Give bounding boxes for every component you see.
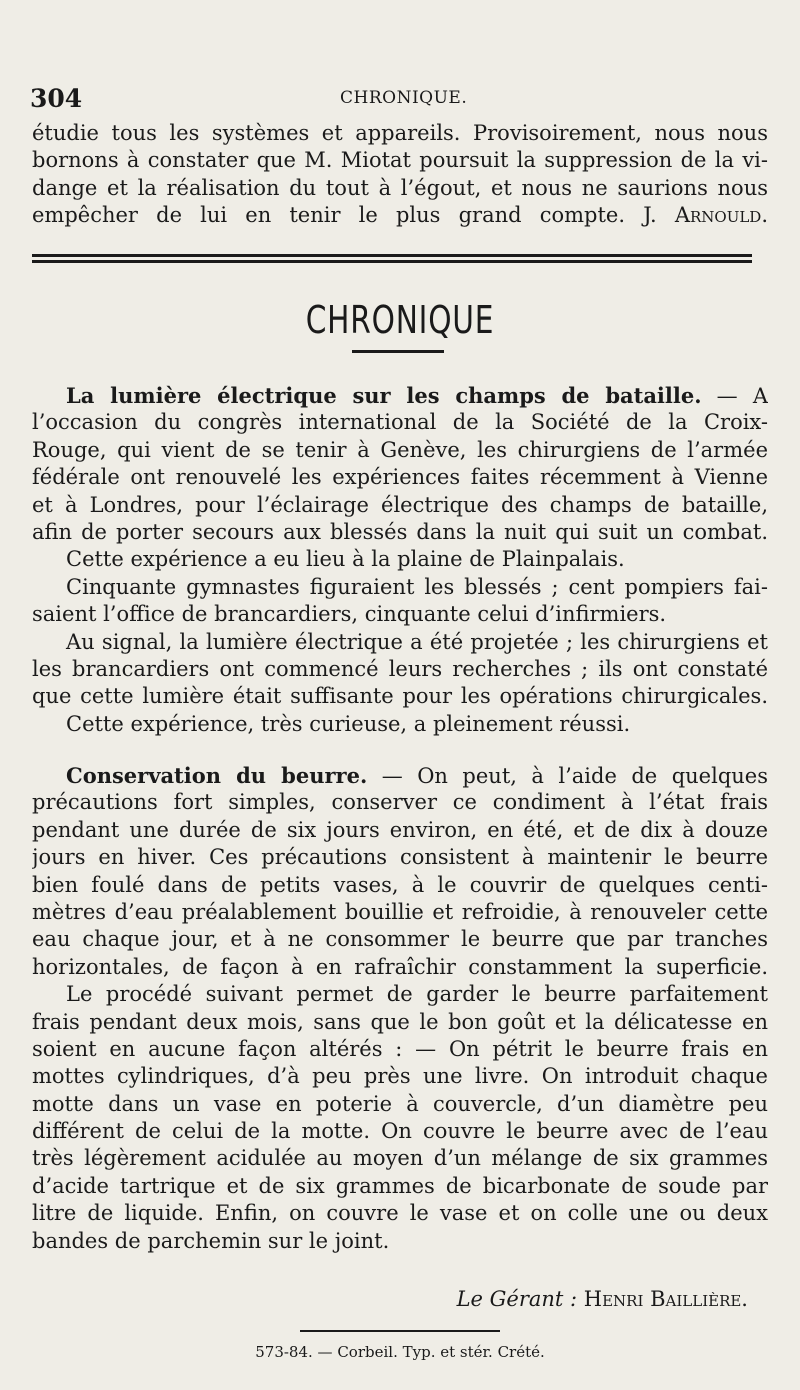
text-line: motte dans un vase en poterie à couvercle, d’un diamètre peu: [32, 1091, 768, 1116]
text-line: afin de porter secours aux blessés dans la nuit qui suit un combat.: [32, 519, 768, 544]
text-line: jours en hiver. Ces précautions consistent à maintenir le beurre: [32, 845, 768, 870]
text-line: très légèrement acidulée au moyen d’un mélange de six grammes: [32, 1146, 768, 1171]
text-line: Cinquante gymnastes figuraient les blessés ; cent pompiers fai-: [66, 574, 768, 599]
text-fragment: — On peut, à l’aide de quelques: [381, 764, 768, 788]
printer-imprint: 573-84. — Corbeil. Typ. et stér. Crété.: [255, 1343, 545, 1361]
text-line: empêcher de lui en tenir le plus grand compte.: [32, 203, 626, 228]
text-line: Rouge, qui vient de se tenir à Genève, les chirurgiens de l’armée: [32, 437, 768, 462]
text-line: et à Londres, pour l’éclairage électrique des champs de bataille,: [32, 492, 768, 517]
article-heading: La lumière électrique sur les champs de bataille.: [66, 383, 702, 408]
article-heading-line: [32, 382, 768, 409]
text-line: différent de celui de la motte. On couvre le beurre avec de l’eau: [32, 1119, 768, 1144]
article-electric-light: [32, 382, 768, 738]
text-line: bornons à constater que M. Miotat poursuit la suppression de la vi-: [32, 148, 768, 173]
running-title: CHRONIQUE.: [340, 88, 468, 108]
text-line: dange et la réalisation du tout à l’égout, et nous ne saurions nous: [32, 175, 768, 200]
signature-role: Le Gérant :: [456, 1287, 578, 1311]
text-line: Au signal, la lumière électrique a été projetée ; les chirurgiens et: [66, 629, 768, 654]
article-heading: Conservation du beurre.: [66, 763, 368, 788]
text-line: Cette expérience, très curieuse, a pleinement réussi.: [66, 711, 631, 736]
text-line: l’occasion du congrès international de la Société de la Croix-: [32, 410, 768, 435]
text-line: mottes cylindriques, d’à peu près une livre. On introduit chaque: [32, 1064, 768, 1089]
article-heading-line: [32, 762, 768, 789]
text-line: eau chaque jour, et à ne consommer le beurre que par tranches: [32, 927, 768, 952]
text-line: bandes de parchemin sur le joint.: [32, 1228, 390, 1253]
text-line: d’acide tartrique et de six grammes de bicarbonate de soude par: [32, 1173, 768, 1198]
author-signature: J. Arnould.: [643, 203, 768, 228]
text-line: pendant une durée de six jours environ, en été, et de dix à douze: [32, 817, 768, 842]
signature-name: Henri Baillière.: [583, 1287, 748, 1311]
section-title: CHRONIQUE: [305, 298, 495, 342]
text-line: fédérale ont renouvelé les expériences faites récemment à Vienne: [32, 465, 768, 490]
page-number: 304: [30, 84, 83, 113]
text-line: soient en aucune façon altérés : — On pétrit le beurre frais en: [32, 1036, 768, 1061]
text-line-with-signature: [32, 202, 768, 229]
text-line: frais pendant deux mois, sans que le bon goût et la délicatesse en: [32, 1009, 768, 1034]
text-line: étudie tous les systèmes et appareils. Provisoirement, nous nous: [32, 121, 768, 145]
running-head: [30, 84, 770, 114]
title-underline: [352, 350, 444, 353]
text-fragment: — A: [716, 384, 768, 408]
text-line: les brancardiers ont commencé leurs recherches ; ils ont constaté: [32, 656, 768, 681]
text-line: horizontales, de façon à en rafraîchir constamment la superficie.: [32, 954, 768, 979]
text-line: litre de liquide. Enfin, on couvre le vase et on colle une ou deux: [32, 1201, 768, 1226]
text-line: mètres d’eau préalablement bouillie et refroidie, à renouveler cette: [32, 899, 768, 924]
text-line: précautions fort simples, conserver ce condiment à l’état frais: [32, 790, 768, 815]
footer-rule: [300, 1330, 500, 1332]
text-line: bien foulé dans de petits vases, à le couvrir de quelques centi-: [32, 872, 768, 897]
manager-signature: [0, 1287, 748, 1311]
text-line: Cette expérience a eu lieu à la plaine de Plainpalais.: [66, 547, 625, 572]
double-rule-divider: [32, 254, 752, 264]
text-line: Le procédé suivant permet de garder le beurre parfaitement: [66, 982, 768, 1007]
previous-article-end: [32, 120, 768, 230]
text-line: saient l’office de brancardiers, cinquante celui d’infirmiers.: [32, 602, 667, 627]
article-butter-conservation: [32, 762, 768, 1255]
text-line: que cette lumière était suffisante pour les opérations chirurgicales.: [32, 684, 768, 709]
